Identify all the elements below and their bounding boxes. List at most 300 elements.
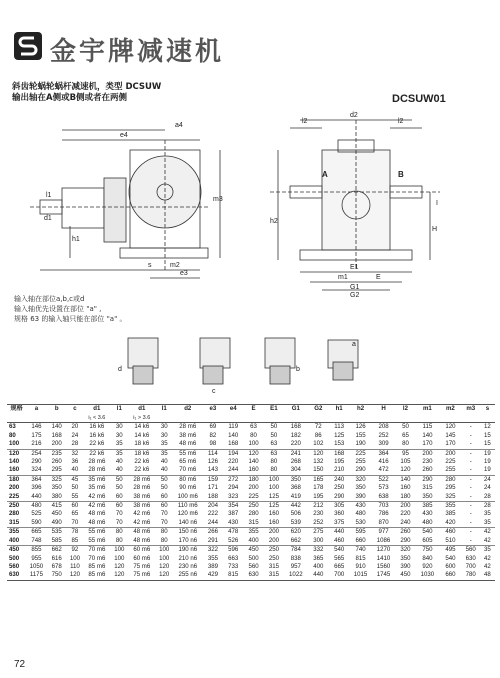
table-cell: 355 [243,528,263,537]
size-cell: 630 [7,571,26,580]
table-cell: 100 [159,554,170,562]
label-e3: e3 [180,270,188,277]
table-cell: 478 [223,528,243,537]
table-cell: 70 [160,518,168,526]
table-cell: 565 [334,554,345,562]
table-cell: 290 [400,536,411,544]
table-cell: 385 [416,502,440,511]
table-subheader-cell [47,414,67,423]
table-cell: 290 [355,466,366,474]
table-cell: 42 [480,528,495,537]
table-cell: 244 [207,518,218,526]
table-header-cell: e4 [223,405,243,415]
table-cell: 55 m6 [83,528,111,537]
table-cell: 630 [243,571,263,580]
table-cell: 480 [422,518,433,526]
table-cell: 540 [416,528,440,537]
table-header-cell: d2 [173,405,203,415]
dimension-table [7,404,495,581]
table-cell: 522 [372,475,396,484]
table-cell: 36 [71,458,79,466]
table-cell: 75 m6 [133,562,151,570]
table-subheader-cell [173,414,203,423]
table-row [7,528,495,537]
table-cell: 85 m6 [88,562,106,570]
size-cell: 140 [9,458,20,466]
table-cell: 855 [26,546,46,555]
note-line-2: 输入轴优先设置在部位 "a" , [14,305,102,313]
table-cell: 100 m6 [177,492,198,500]
table-cell: 440 [329,528,349,537]
table-cell: 28 [484,492,491,500]
table-cell: 955 [31,554,42,562]
table-cell: 69 [209,423,217,431]
table-cell: 60 m6 [133,554,151,562]
table-cell: 63 [250,423,257,431]
table-cell: 153 [334,440,345,448]
table-cell: 50 [270,431,278,439]
table-cell: 255 [355,458,366,466]
size-cell: 80 [9,431,16,439]
label-e4: e4 [120,132,128,139]
table-cell: 48 m6 [133,536,151,544]
table-cell: 241 [284,449,308,458]
table-subheader-cell [372,414,396,423]
installation-notes [14,294,127,324]
table-header-cell: l1 [111,405,128,415]
subtitle-line-2: 输出轴在A侧或B侧或者在两侧 [12,93,128,103]
table-cell: 24 [71,431,79,439]
table-cell: 324 [31,466,42,474]
table-cell: 210 n6 [178,554,198,562]
table-cell: 525 [31,510,42,518]
table-cell: 315 [264,571,284,580]
table-cell: 178 [313,484,324,492]
table-cell: 490 [51,518,62,526]
table-cell: 315 [248,518,259,526]
table-cell: 120 m6 [177,510,198,518]
table-cell: - [462,502,480,511]
table-cell: 120 [243,449,263,458]
table-cell: 1030 [416,571,440,580]
table-cell: 665 [26,528,46,537]
label-m3: m3 [213,196,223,203]
size-cell: 120 [7,449,26,458]
table-cell: 120 [67,571,83,580]
table-cell: - [469,484,472,492]
table-cell: 1022 [284,571,308,580]
table-header-cell: m1 [416,405,440,415]
table-cell: 125 [334,431,345,439]
table-cell: - [469,423,472,431]
table-cell: 16 k6 [89,431,105,439]
table-cell: 168 [329,449,349,458]
table-cell: 430 [349,502,371,511]
table-cell: 200 [439,449,461,458]
table-cell: 42 m6 [83,502,111,511]
table-cell: 442 [284,502,308,511]
table-cell: 638 [378,492,389,500]
table-cell: 220 [228,458,239,466]
size-cell: 100 [9,440,20,448]
table-cell: 322 [203,546,223,555]
table-cell: 216 [31,440,42,448]
table-cell: 120 [159,562,170,570]
table-row [7,475,495,484]
table-cell: 70 m6 [179,466,197,474]
table-cell: 290 [416,475,440,484]
table-cell: 140 [248,458,259,466]
table-cell: 48 m6 [88,518,106,526]
table-cell: 80 [270,466,278,474]
table-cell: 40 [160,466,168,474]
table-cell: 662 [290,536,301,544]
table-cell: 294 [228,484,239,492]
table-cell: 115 [422,423,433,431]
table-cell: 100 [69,554,81,562]
table-row [7,466,495,475]
table-cell: 80 [160,536,168,544]
table-subheader-cell [26,414,46,423]
label-m2: m2 [170,262,180,269]
table-cell: 364 [26,475,46,484]
table-cell: 170 [422,440,433,448]
table-header-cell: e3 [203,405,223,415]
table-cell: 50 [160,484,168,492]
table-cell: 350 [284,475,308,484]
table-cell: 870 [378,518,389,526]
table-cell: 495 [439,546,461,555]
table-cell: 660 [439,571,461,580]
table-cell: 200 [268,536,279,544]
table-cell: 120 [445,423,456,431]
table-cell: 350 [355,484,366,492]
table-cell: 14 k6 [134,431,150,439]
label-l2-a: l2 [302,118,308,125]
table-cell: 105 [400,458,411,466]
size-cell: 500 [9,554,20,562]
table-cell: 977 [372,528,396,537]
table-cell: 171 [207,484,218,492]
table-cell: 323 [228,492,239,500]
label-side-b: B [398,170,404,179]
table-cell: 80 [156,528,173,537]
table-cell: 190 n6 [173,546,203,555]
table-cell: 48 m6 [128,528,156,537]
table-cell: 295 [51,466,62,474]
table-cell: 230 [313,510,324,518]
table-cell: 55 m6 [88,536,106,544]
table-cell: 506 [290,510,301,518]
table-cell: 280 [439,475,461,484]
pos-c-sketch [200,338,230,368]
table-cell: 350 [51,484,62,492]
table-cell: 539 [290,518,301,526]
table-cell: 160 [268,518,279,526]
table-cell: 143 [207,466,218,474]
table-cell: 120 [308,449,329,458]
table-cell: 140 n6 [178,518,198,526]
table-row [7,537,495,546]
table-cell: 195 [313,492,324,500]
table-cell: 360 [334,510,345,518]
table-cell: 48 m6 [179,440,197,448]
table-row [7,458,495,466]
table-cell: 315 [268,562,279,570]
table-cell: 703 [372,502,396,511]
table-cell: 332 [308,546,329,555]
table-row [7,432,495,440]
table-cell: 92 [67,546,83,555]
table-cell: 396 [31,484,42,492]
table-cell: 295 [445,484,456,492]
table-cell: 70 m6 [83,546,111,555]
table-cell: 145 [445,431,456,439]
table-subheader-cell [223,414,243,423]
table-cell: 65 [402,431,409,439]
table-cell: 212 [308,502,329,511]
label-s: s [148,262,152,269]
table-cell: 815 [223,571,243,580]
table-cell: 100 [111,546,128,555]
brand-title: 金宇牌减速机 [50,37,225,67]
table-cell: 182 [290,431,301,439]
table-cell: 365 [313,554,324,562]
table-cell: 168 [228,440,239,448]
table-cell: 387 [228,510,239,518]
table-cell: 300 [313,536,324,544]
table-cell: 80 [111,528,128,537]
table-cell: 40 [115,458,123,466]
table-cell: 266 [203,528,223,537]
table-cell: 82 [209,431,217,439]
label-l2-b: l2 [398,118,404,125]
table-subheader-cell [395,414,415,423]
table-subheader-cell [156,414,173,423]
table-cell: 72 [314,423,322,431]
table-header-cell: l2 [395,405,415,415]
table-cell: 125 [264,502,284,511]
table-cell: 220 [290,440,301,448]
table-cell: 140 [395,475,415,484]
table-cell: 80 [270,458,278,466]
table-cell: 678 [51,562,62,570]
table-cell: 225 [445,458,456,466]
table-cell: 63 [270,440,278,448]
table-cell: 291 [207,536,218,544]
table-cell: 255 [445,466,456,474]
table-cell: 429 [203,571,223,580]
table-header-cell: H [372,405,396,415]
table-cell: 320 [395,546,415,555]
table-cell: 1050 [29,562,44,570]
table-cell: 42 [484,536,491,544]
table-cell: 616 [51,554,62,562]
table-subheader-cell [243,414,263,423]
table-cell: 415 [47,502,67,511]
table-cell: 100 [268,484,279,492]
table-cell: 1086 [376,536,391,544]
table-cell: 80 [250,431,257,439]
table-cell: 114 [203,449,223,458]
table-cell: 355 [207,554,218,562]
table-cell: 50 [115,484,123,492]
table-subheader-cell [308,414,329,423]
table-cell: 957 [290,562,301,570]
table-cell: 86 [314,431,322,439]
table-row [7,502,495,511]
size-cell: 200 [9,484,20,492]
table-header-cell: m3 [462,405,480,415]
table-cell: 920 [422,562,433,570]
table-cell: 368 [290,484,301,492]
position-a-label: a [352,341,356,348]
table-row [7,555,495,563]
table-cell: 85 [71,536,79,544]
table-cell: 663 [228,554,239,562]
table-cell: 102 [313,440,324,448]
table-cell: 165 [308,475,329,484]
size-cell: 400 [9,536,20,544]
table-cell: 208 [378,423,389,431]
table-subheader-cell [329,414,349,423]
table-cell: 28 m6 [179,423,197,431]
table-cell: 540 [445,554,456,562]
table-cell: 390 [355,492,366,500]
table-cell: 420 [445,518,456,526]
table-cell: - [469,518,472,526]
table-cell: 560 [462,546,480,555]
table-cell: 472 [378,466,389,474]
table-cell: 400 [313,562,324,570]
size-cell: 355 [7,528,26,537]
table-cell: 120 [156,571,173,580]
note-line-3: 规格 63 的输入轴只能在部位 "a" 。 [14,315,127,323]
table-header-cell: G2 [308,405,329,415]
table-cell: 28 m6 [133,484,151,492]
table-cell: 32 [67,449,83,458]
table-cell: 1175 [26,571,46,580]
label-h1: h1 [72,236,80,243]
table-cell: 70 [71,518,79,526]
table-cell: 78 [67,528,83,537]
pos-d-sketch [128,338,158,368]
table-header-cell: s [480,405,495,415]
table-header-cell: d1 [128,405,156,415]
table-cell: 50 [402,423,409,431]
label-e: E [376,274,381,281]
table-cell: 38 m6 [133,492,151,500]
table-cell: 225 [248,492,259,500]
table-subheader-cell [416,414,440,423]
table-cell: 275 [308,528,329,537]
position-d-label: d [118,366,122,373]
table-cell: 22 k6 [134,458,150,466]
table-cell: 113 [334,423,344,431]
label-i: I [436,200,438,207]
table-cell: 480 [26,502,46,511]
table-cell: 30 [160,431,168,439]
table-cell: 85 m6 [83,571,111,580]
table-cell: 620 [284,528,308,537]
table-cell: 430 [228,518,239,526]
table-cell: 35 [111,449,128,458]
subtitle-line-1: 斜齿轮蜗轮蜗杆减速机，类型 DCSUW [12,82,162,92]
table-cell: 19 [484,458,491,466]
table-cell: 80 [402,440,409,448]
table-cell: 18 k6 [128,449,156,458]
table-cell: 159 [203,475,223,484]
position-b-label: b [296,366,300,373]
size-cell: 315 [9,518,20,526]
table-cell: 170 n6 [178,536,198,544]
table-cell: 75 m6 [128,571,156,580]
table-cell: 125 [268,492,279,500]
table-cell: 320 [349,475,371,484]
table-cell: 38 m6 [128,502,156,511]
table-cell: 50 [111,475,128,484]
table-subheader-cell [7,414,26,423]
table-cell: 168 [51,431,62,439]
table-header-cell: E1 [264,405,284,415]
table-cell: 35 [484,510,491,518]
table-cell: 460 [334,536,345,544]
input-shaft-housing [62,188,104,228]
table-subheader-cell [349,414,371,423]
table-cell: 840 [422,554,433,562]
table-cell: 40 [115,466,123,474]
table-cell: - [462,449,480,458]
size-cell: 250 [7,502,26,511]
table-cell: 240 [329,475,349,484]
table-cell: 50 [270,423,278,431]
table-cell: 60 [111,502,128,511]
table-cell: 45 [67,475,83,484]
table-row [7,449,495,458]
table-cell: 204 [203,502,223,511]
table-cell: 440 [308,571,329,580]
table-cell: 42 m6 [133,510,151,518]
table-cell: 80 [115,536,123,544]
table-row [7,519,495,528]
table-cell: 28 m6 [88,458,106,466]
table-cell: 380 [51,492,62,500]
table-cell: 100 [264,475,284,484]
table-cell: 48 m6 [88,510,106,518]
table-cell: 40 [71,466,79,474]
table-subheader-cell [203,414,223,423]
table-cell: 1560 [376,562,391,570]
table-cell: 60 [67,502,83,511]
table-cell: 526 [228,536,239,544]
table-cell: 375 [334,518,345,526]
table-cell: 225 [349,449,371,458]
table-cell: 325 [47,475,67,484]
table-cell: 290 [31,458,42,466]
table-cell: - [469,458,472,466]
table-cell: 630 [465,554,476,562]
table-cell: 42 [484,554,491,562]
table-cell: 18 k6 [134,440,150,448]
table-row [7,493,495,502]
table-cell: 12 [484,423,491,431]
table-cell: 55 m6 [173,449,203,458]
table-cell: 190 [355,440,366,448]
table-cell: 28 [480,502,495,511]
table-cell: 1410 [376,554,391,562]
table-cell: 364 [372,449,396,458]
table-cell: 160 [268,510,279,518]
